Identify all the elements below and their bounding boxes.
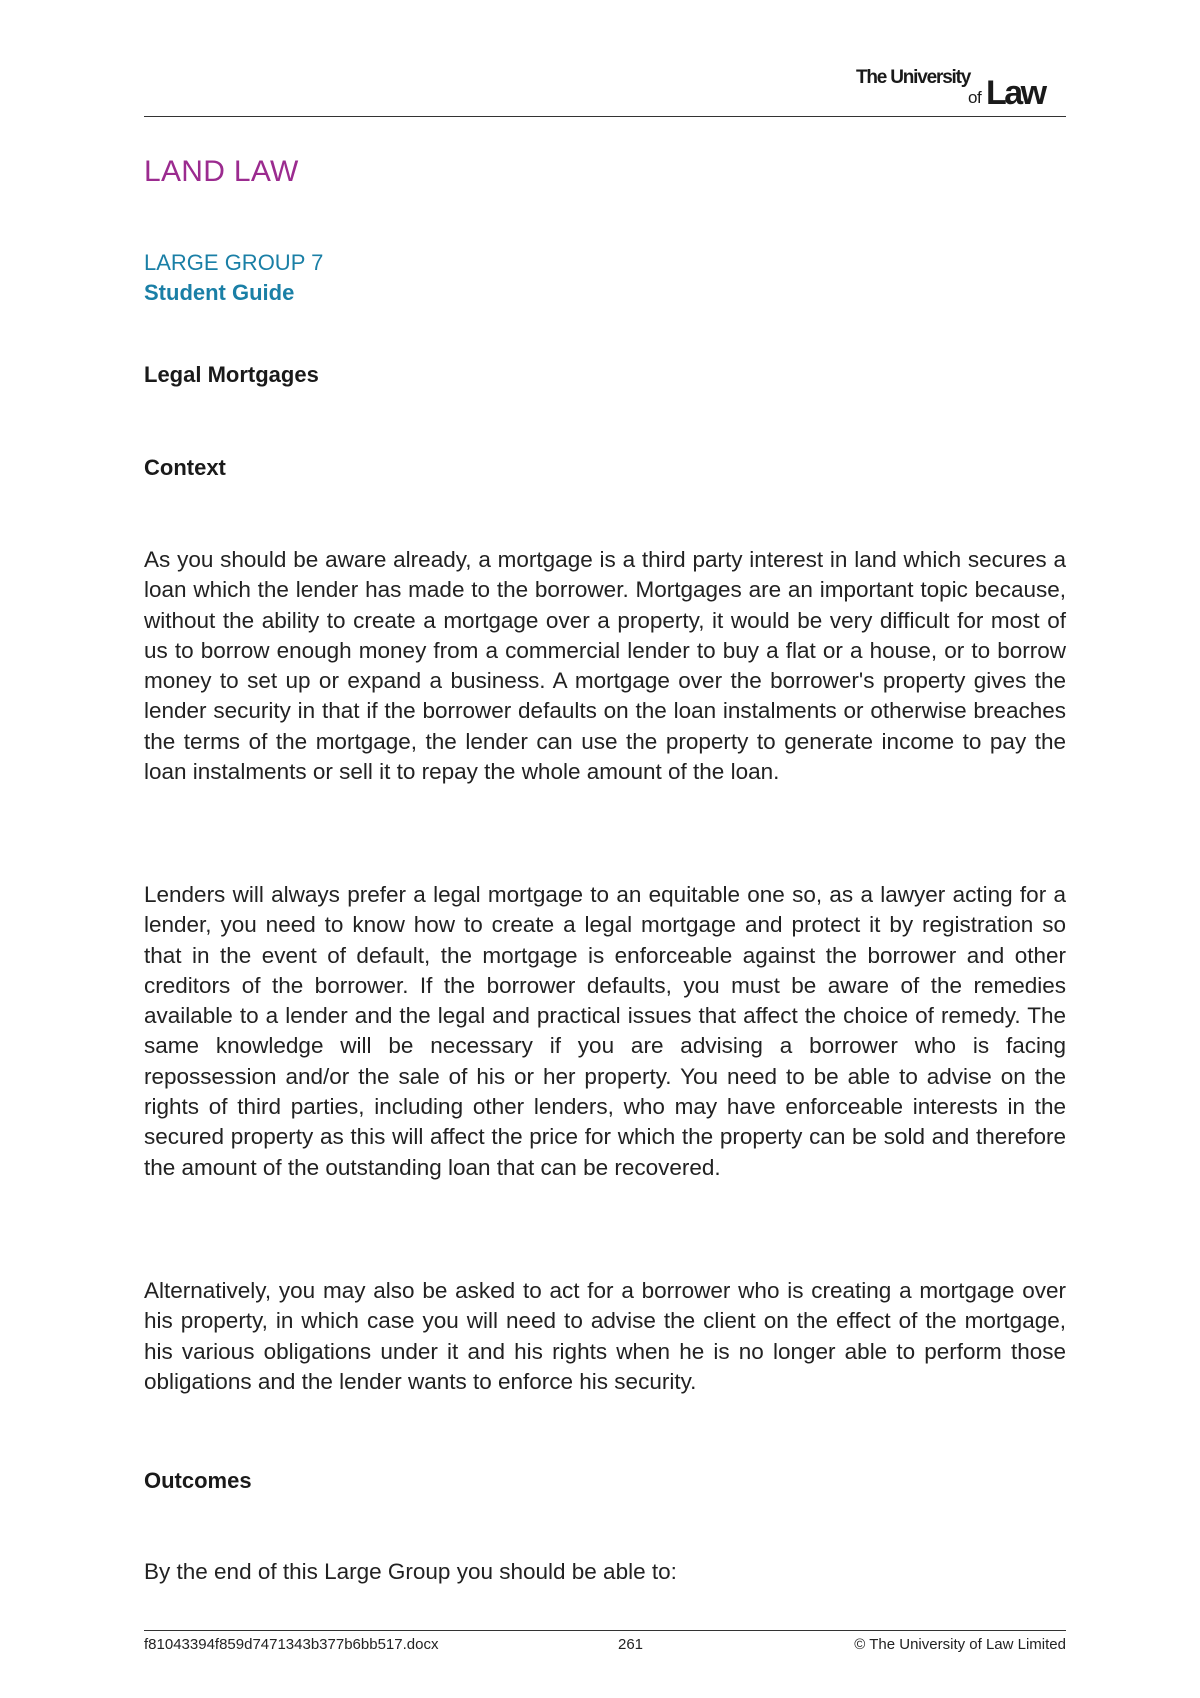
outcomes-heading: Outcomes [144,1468,252,1493]
topic-heading: Legal Mortgages [144,362,319,387]
context-heading: Context [144,455,226,480]
subtitle-guide: Student Guide [144,280,295,305]
context-paragraph-3: Alternatively, you may also be asked to act for a borrower who is creating a mortgage over his property, in which case you will need to advise the client on the effect of the mortgage, his various obligations under it and his rights when he is no longer able to perform those obligations and the lender wants to enforce his security. [144,1278,1066,1394]
footer-copyright: © The University of Law Limited [854,1636,1066,1653]
footer-divider [144,1630,1066,1631]
context-paragraph-1: As you should be aware already, a mortgage is a third party interest in land which secures a loan which the lender has made to the borrower. Mortgages are an important topic because, without the ability to create a mortgage over a property, it would be very difficult for most of us to borrow enough money from a commercial lender to buy a flat or a house, or to borrow money to set up or expand a business. A mortgage over the borrower's property gives the lender security in that if the borrower defaults on the loan instalments or otherwise breaches the terms of the mortgage, the lender can use the property to generate income to pay the loan instalments or sell it to repay the whole amount of the loan. [144,547,1066,785]
document-subtitle [144,248,323,308]
outcomes-intro: By the end of this Large Group you should be able to: [144,1559,677,1584]
header-divider [144,116,1066,117]
footer-filename: f81043394f859d7471343b377b6bb517.docx [144,1636,439,1653]
footer-page-number: 261 [618,1636,644,1653]
university-of-law-logo [856,66,1066,108]
document-title: LAND LAW [144,155,299,188]
logo-text-law: Law [986,74,1045,108]
logo-text-of: of [968,88,982,107]
subtitle-group: LARGE GROUP 7 [144,250,324,275]
logo-text-university: The University [856,67,971,88]
context-paragraph-2: Lenders will always prefer a legal mortgage to an equitable one so, as a lawyer acting for a lender, you need to know how to create a legal mortgage and protect it by registration so that in the event of default, the mortgage is enforceable against the borrower and other creditors of the borrower. If the borrower defaults, you must be aware of the remedies available to a lender and the legal and practical issues that affect the choice of remedy. The same knowledge will be necessary if you are advising a borrower who is facing repossession and/or the sale of his or her property. You need to be able to advise on the rights of third parties, including other lenders, who may have enforceable interests in the secured property as this will affect the price for which the property can be sold and therefore the amount of the outstanding loan that can be recovered. [144,882,1066,1180]
